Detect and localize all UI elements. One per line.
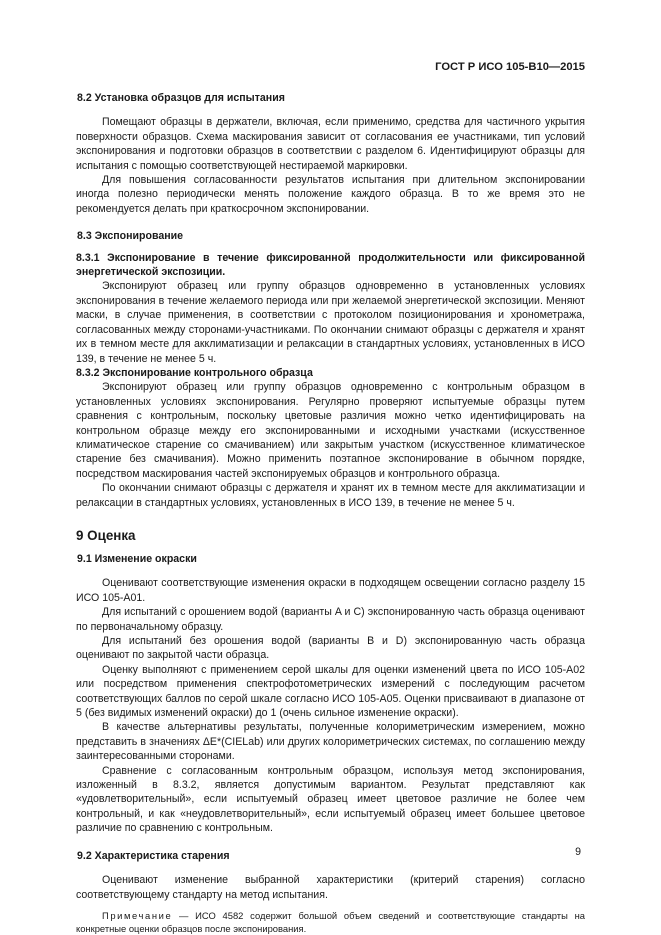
section-8-2-title: 8.2 Установка образцов для испытания: [77, 92, 285, 104]
paragraph: По окончании снимают образцы с держателя и хранят их в темном месте для акклиматизации и релаксации в стандартных условиях, установленных в ИСО 139, в течение не менее 5 ч.: [76, 482, 585, 509]
paragraph: Оценку выполняют с применением серой шкалы для оценки изменений цвета по ИСО 105-A02 или посредством применения спектрофотометрических измерений с последующим расчетом соответствующих баллов по серой шкале согласно ИСО 105-A05. Оценки присваивают в диапазоне от 5 (без видимых изменений окраски) до 1 (очень сильное изменение окраски).: [76, 663, 585, 720]
section-9-title: 9 Оценка: [76, 527, 136, 543]
section-9-1-title: 9.1 Изменение окраски: [77, 552, 197, 565]
note-label: Примечание: [102, 909, 173, 921]
paragraph: Помещают образцы в держатели, включая, если применимо, средства для частичного укрытия поверхности образцов. Схема маскирования зависит от согласования ее участниками, тип условий экспонирования и подготовки образцов в соответствии с разделом 6. Идентифицируют образцы для испытания с помощью соответствующей нестираемой маркировки.: [76, 116, 585, 172]
paragraph: Оценивают соответствующие изменения окраски в подходящем освещении согласно разделу 15 ИСО 105-A01.: [76, 577, 585, 604]
paragraph: Экспонируют образец или группу образцов одновременно с контрольным образцом в установленных условиях экспонирования. Регулярно проверяют испытуемые образцы путем сравнения с контрольным, поскольку цветовые различия можно четко идентифицировать на контрольном образце между его экспонированными и исходными участками (искусственное климатическое старение со смачиванием) или закрытым участком (искусственное климатическое старение без смачивания). Можно применить поэтапное экспонирование в обычном порядке, посредством маскирования частей экспонируемых образцов и контрольного образца.: [76, 381, 585, 480]
document-body: [76, 91, 585, 935]
note-text: — ИСО 4582 содержит большой объем сведений и соответствующие стандарты на конкретные оценки образцов после экспонирования.: [76, 909, 585, 934]
section-9-2-title: 9.2 Характеристика старения: [77, 849, 230, 862]
section-8-3-2-title: 8.3.2 Экспонирование контрольного образца: [76, 366, 313, 379]
section-8-3-title: 8.3 Экспонирование: [77, 230, 184, 243]
paragraph: Для испытаний без орошения водой (варианты B и D) экспонированную часть образца оценивают по закрытой части образца.: [76, 635, 585, 662]
paragraph: Оценивают изменение выбранной характеристики (критерий старения) согласно соответствующему стандарту на метод испытания.: [76, 874, 585, 901]
section-8-3-1-title: 8.3.1 Экспонирование в течение фиксированной продолжительности или фиксированной энергетической экспозиции.: [76, 251, 585, 279]
document-header: ГОСТ Р ИСО 105-B10—2015: [435, 61, 585, 73]
paragraph: Экспонируют образец или группу образцов одновременно в установленных условиях экспонирования в течение желаемого периода или при желаемой энергетической экспозиции. Меняют маски, в случае применения, в соответствии с протоколом позиционирования и хронометража, согласованных между сторонами-участниками. По окончании снимают образцы с держателя и хранят их в темном месте для акклиматизации и релаксации в стандартных условиях, установленных в ИСО 139, в течение не менее 5 ч.: [76, 280, 585, 365]
paragraph: В качестве альтернативы результаты, полученные колориметрическим измерением, можно представить в значениях ΔE*(CIELab) или других колориметрических системах, по соглашению между заинтересованными сторонами.: [76, 721, 585, 763]
paragraph: Сравнение с согласованным контрольным образцом, используя метод экспонирования, изложенный в 8.3.2, является допустимым вариантом. Результат представляют как «удовлетворительный», если испытуемый образец имеет цветовое различие не более чем контрольный, и как «неудовлетворительный», если испытуемый образец имеет большее цветовое различие по сравнению с контрольным.: [76, 764, 585, 835]
note: [76, 909, 585, 935]
page-number: 9: [575, 846, 581, 858]
paragraph: Для повышения согласованности результатов испытания при длительном экспонировании иногда полезно периодически менять положение каждого образца. В то же время это не рекомендуется делать при краткосрочном экспонировании.: [76, 174, 585, 215]
paragraph: Для испытаний с орошением водой (варианты A и C) экспонированную часть образца оценивают по первоначальному образцу.: [76, 606, 585, 633]
